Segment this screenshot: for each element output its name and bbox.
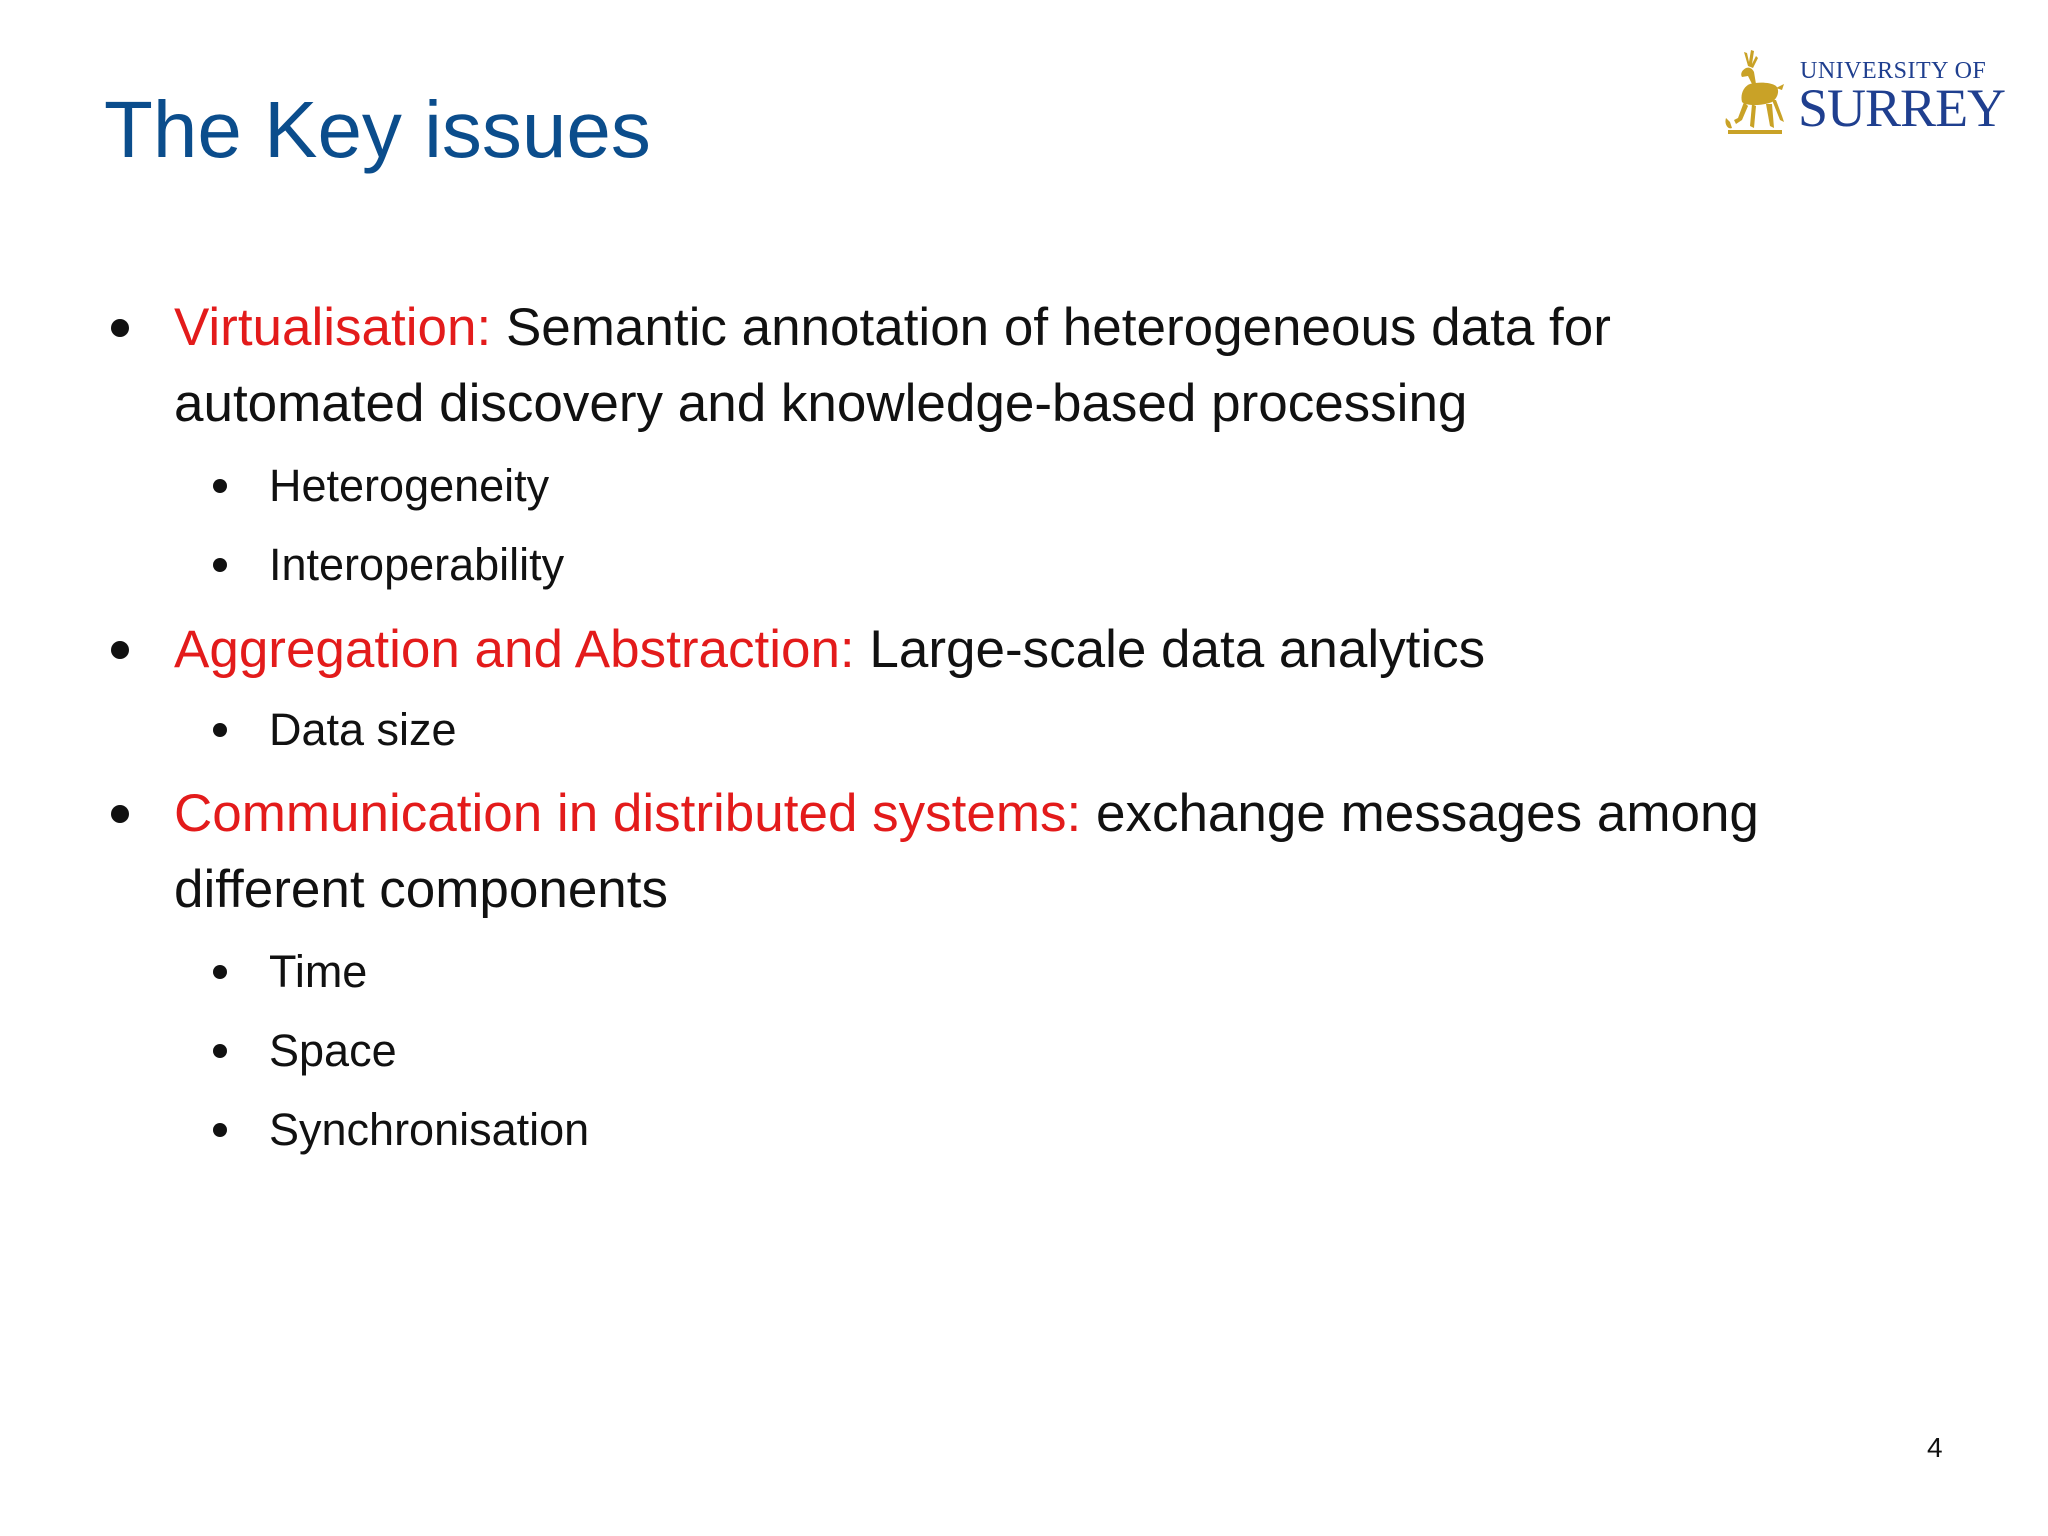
bullet-dot (111, 805, 129, 823)
bullet-dot (111, 319, 129, 337)
bullet-label: Virtualisation: (174, 298, 492, 357)
sub-bullet-text: Data size (269, 704, 457, 755)
bullet-text (174, 290, 1611, 366)
sub-bullet-text: Interoperability (269, 539, 565, 590)
bullet-label: Communication in distributed systems: (174, 784, 1082, 843)
bullet-text (174, 776, 1759, 852)
bullet-text (174, 612, 1485, 688)
bullet-dot (213, 965, 227, 979)
slide-title: The Key issues (104, 85, 651, 174)
bullet-label: Aggregation and Abstraction: (174, 620, 855, 679)
bullet-dot (213, 1044, 227, 1058)
bullet-dot (213, 479, 227, 493)
page-number: 4 (1927, 1432, 1943, 1463)
bullet-dot (213, 1123, 227, 1137)
sub-bullet-text: Time (269, 946, 368, 997)
sub-bullet-text: Heterogeneity (269, 460, 550, 511)
logo-text-surrey: SURREY (1798, 78, 2006, 138)
logo-text-university-of: UNIVERSITY OF (1800, 58, 1987, 84)
sub-bullet-text: Synchronisation (269, 1104, 590, 1155)
bullet-dot (213, 558, 227, 572)
sub-bullet-text: Space (269, 1025, 397, 1076)
bullet-text-continuation: automated discovery and knowledge-based processing (174, 374, 1468, 433)
bullet-text-continuation: different components (174, 860, 669, 919)
bullet-dot (111, 641, 129, 659)
bullet-body: Semantic annotation of heterogeneous data for (505, 298, 1611, 357)
bullet-dot (213, 723, 227, 737)
bullet-body: exchange messages among (1095, 784, 1759, 843)
bullet-body: Large-scale data analytics (869, 620, 1486, 679)
